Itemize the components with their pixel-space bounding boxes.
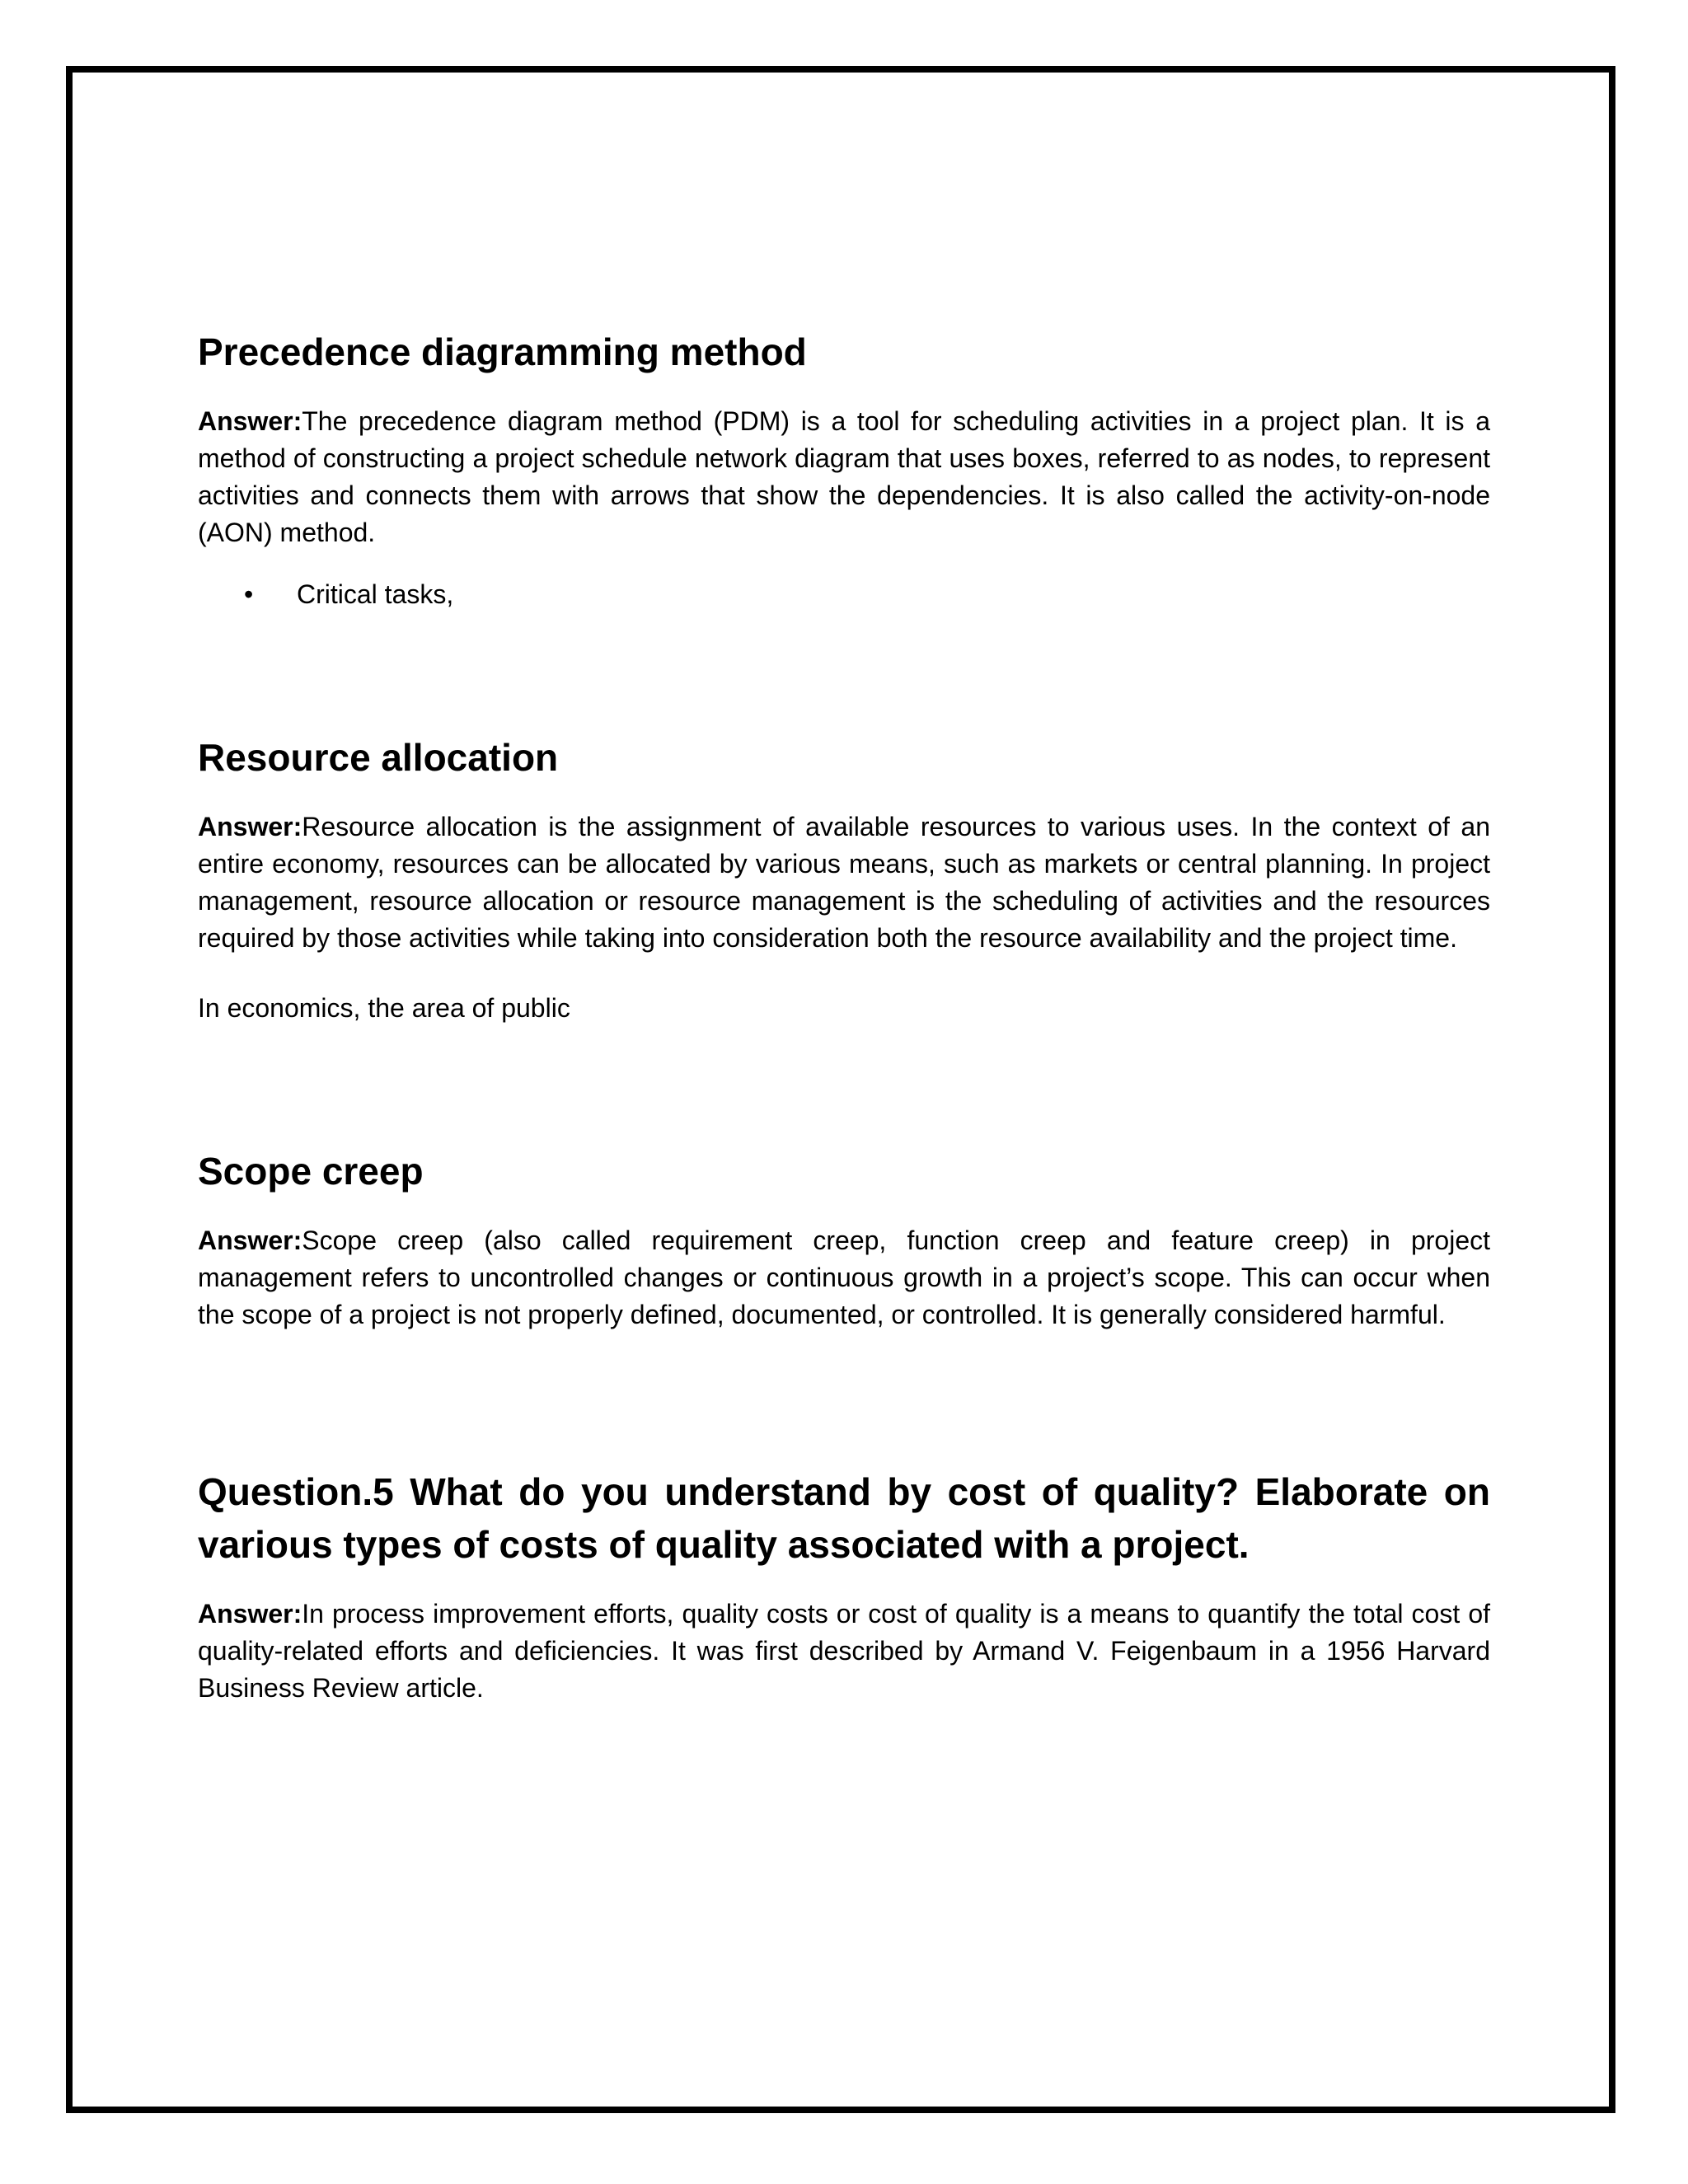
list-item [198, 576, 1490, 613]
answer-paragraph [198, 1596, 1490, 1707]
answer-label: Answer: [198, 812, 302, 841]
bullet-icon: • [244, 579, 254, 609]
section-scope-creep [198, 1145, 1490, 1333]
section-question-5 [198, 1465, 1490, 1707]
list-item-text: Critical tasks, [297, 579, 454, 609]
answer-text: Scope creep (also called requirement creep, function creep and feature creep) in project management refers to uncontrolled changes or continuous growth in a project’s scope. This can occur when the scope of a project is not properly defined, documented, or controlled. It is generally considered harmful. [198, 1226, 1490, 1329]
section-resource-allocation [198, 731, 1490, 1027]
section-heading: Precedence diagramming method [198, 330, 807, 373]
answer-text: Resource allocation is the assignment of available resources to various uses. In the context of an entire economy, resources can be allocated by various means, such as markets or central planning. In project management, resource allocation or resource management is the scheduling of activities and the resources required by those activities while taking into consideration both the resource availability and the project time. [198, 812, 1490, 953]
section-heading: Scope creep [198, 1150, 424, 1193]
document-body [198, 326, 1490, 1707]
answer-paragraph [198, 403, 1490, 551]
body-paragraph: In economics, the area of public [198, 993, 570, 1023]
answer-label: Answer: [198, 406, 302, 436]
answer-paragraph [198, 1222, 1490, 1333]
section-heading: Resource allocation [198, 736, 559, 779]
question-heading: Question.5 What do you understand by cost of quality? Elaborate on various types of costs of quality associated with a project. [198, 1470, 1490, 1566]
section-precedence-diagramming [198, 326, 1490, 613]
answer-text: The precedence diagram method (PDM) is a tool for scheduling activities in a project plan. It is a method of constructing a project schedule network diagram that uses boxes, referred to as nodes, to represent activities and connects them with arrows that show the dependencies. It is also called the activity-on-node (AON) method. [198, 406, 1490, 547]
answer-label: Answer: [198, 1226, 302, 1255]
answer-text: In process improvement efforts, quality costs or cost of quality is a means to quantify the total cost of quality-related efforts and deficiencies. It was first described by Armand V. Feigenbaum in a 1956 Harvard Business Review article. [198, 1599, 1490, 1703]
answer-paragraph [198, 808, 1490, 957]
answer-label: Answer: [198, 1599, 302, 1629]
bullet-list [198, 576, 1490, 613]
